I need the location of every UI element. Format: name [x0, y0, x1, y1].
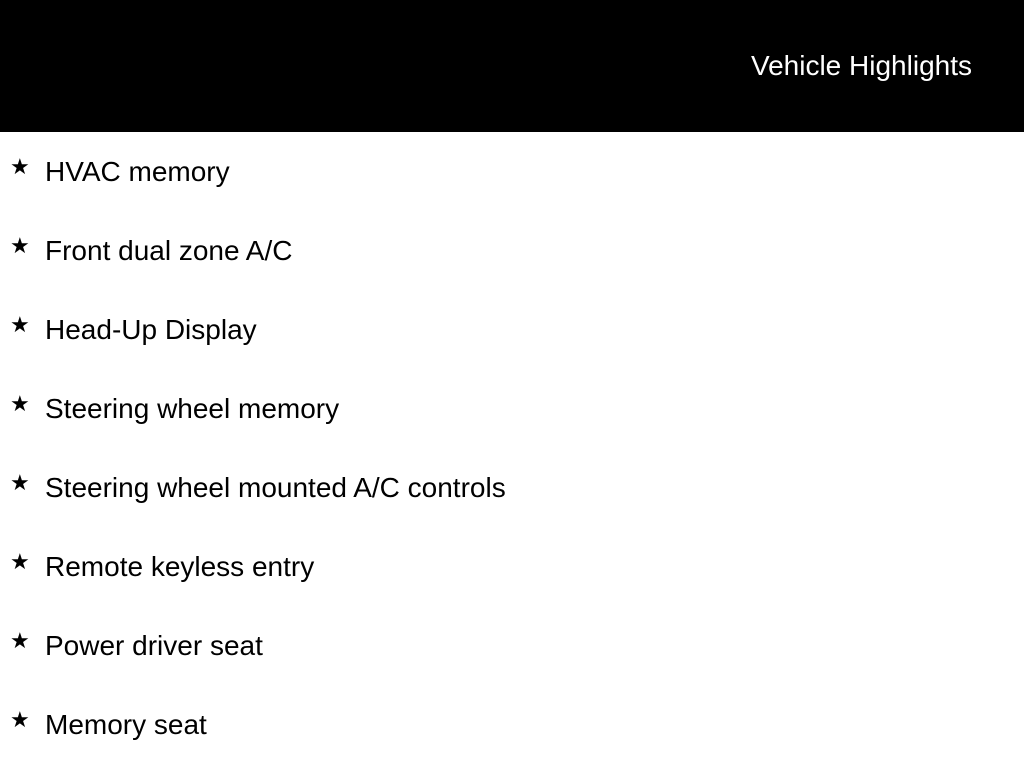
- header-bar: [0, 0, 1024, 132]
- highlight-label: Steering wheel mounted A/C controls: [45, 472, 506, 503]
- page-title: Vehicle Highlights: [750, 50, 972, 81]
- star-icon: ★: [10, 313, 30, 338]
- star-icon: ★: [10, 708, 30, 733]
- star-icon: ★: [10, 155, 30, 180]
- list-item: [0, 448, 1024, 527]
- list-item: [0, 290, 1024, 369]
- highlights-list: [0, 132, 1024, 764]
- star-icon: ★: [10, 629, 30, 654]
- highlight-label: Memory seat: [45, 709, 207, 740]
- list-item: [0, 527, 1024, 606]
- list-item: [0, 211, 1024, 290]
- highlight-label: Power driver seat: [45, 630, 263, 661]
- star-icon: ★: [10, 234, 30, 259]
- highlight-label: Steering wheel memory: [45, 393, 340, 424]
- highlight-label: HVAC memory: [45, 156, 230, 187]
- list-item: [0, 132, 1024, 211]
- star-icon: ★: [10, 550, 30, 575]
- list-item: [0, 685, 1024, 764]
- star-icon: ★: [10, 471, 30, 496]
- highlight-label: Remote keyless entry: [45, 551, 315, 582]
- star-icon: ★: [10, 392, 30, 417]
- highlight-label: Head-Up Display: [45, 314, 257, 345]
- list-item: [0, 606, 1024, 685]
- list-item: [0, 369, 1024, 448]
- highlight-label: Front dual zone A/C: [45, 235, 293, 266]
